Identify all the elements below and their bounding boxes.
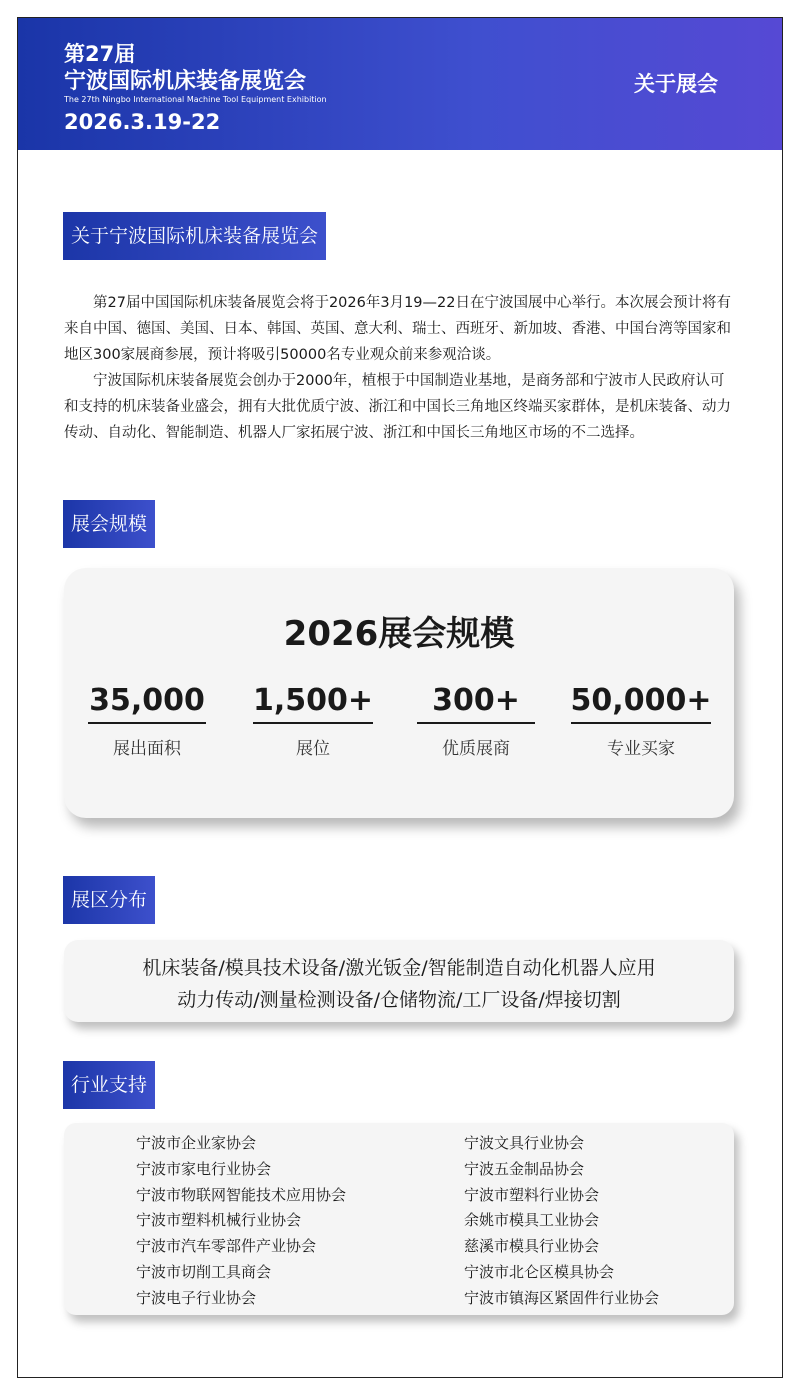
support-card: [64, 1123, 734, 1315]
edition-label: 第27届: [64, 42, 136, 66]
exhibition-date: 2026.3.19-22: [64, 110, 221, 134]
zones-heading: 展区分布: [63, 876, 155, 924]
association-item: 宁波市企业家协会: [136, 1134, 257, 1152]
stat-label: 优质展商: [442, 739, 510, 759]
stat-buyers: [566, 683, 716, 759]
stat-label: 展出面积: [113, 739, 181, 759]
about-paragraph: 第27届中国国际机床装备展览会将于2026年3月19—22日在宁波国展中心举行。本次展会预计将有来自中国、德国、美国、日本、韩国、英国、意大利、瑞士、西班牙、新加坡、香港、中国台湾等国家和地区300家展商参展，预计将吸引50000名专业观众前来参观洽谈。: [64, 295, 731, 363]
association-item: 宁波市物联网智能技术应用协会: [136, 1185, 347, 1204]
association-item: 宁波电子行业协会: [136, 1288, 257, 1307]
zones-line: 动力传动/测量检测设备/仓储物流/工厂设备/焊接切割: [177, 989, 621, 1011]
association-item: 慈溪市模具行业协会: [464, 1237, 600, 1256]
stat-value: 35,000: [88, 683, 206, 724]
stat-label: 展位: [296, 739, 330, 759]
scale-card: [64, 568, 734, 818]
stat-value: 1,500+: [253, 683, 373, 724]
about-heading: 关于宁波国际机床装备展览会: [63, 212, 326, 260]
stat-exhibitors: [401, 683, 551, 759]
zones-list: [64, 952, 734, 1016]
support-list-left: [136, 1131, 346, 1312]
page-header: [18, 18, 782, 150]
zones-line: 机床装备/模具技术设备/激光钣金/智能制造自动化机器人应用: [142, 957, 656, 979]
exhibition-title: 宁波国际机床装备展览会: [64, 69, 307, 94]
support-heading: 行业支持: [63, 1061, 155, 1109]
association-item: 宁波五金制品协会: [464, 1159, 585, 1178]
association-item: 宁波市镇海区紧固件行业协会: [464, 1288, 660, 1307]
nav-about-link[interactable]: 关于展会: [634, 72, 718, 96]
stat-area: [72, 683, 222, 759]
association-item: 宁波文具行业协会: [464, 1134, 585, 1152]
about-paragraph: 宁波国际机床装备展览会创办于2000年，植根于中国制造业基地，是商务部和宁波市人民政府认可和支持的机床装备业盛会，拥有大批优质宁波、浙江和中国长三角地区终端买家群体，是机床装备、动力传动、自动化、智能制造、机器人厂家拓展宁波、浙江和中国长三角地区市场的不二选择。: [64, 373, 731, 441]
scale-card-title: 2026展会规模: [283, 614, 515, 654]
support-list-right: [464, 1131, 659, 1312]
association-item: 宁波市切削工具商会: [136, 1262, 272, 1281]
association-item: 宁波市汽车零部件产业协会: [136, 1237, 317, 1256]
exhibition-title-en: The 27th Ningbo International Machine Tool Equipment Exhibition: [64, 95, 327, 104]
zones-card: [64, 940, 734, 1022]
page-frame: [17, 17, 783, 1378]
association-item: 宁波市塑料机械行业协会: [136, 1211, 302, 1230]
association-item: 宁波市家电行业协会: [136, 1159, 272, 1178]
association-item: 宁波市北仑区模具协会: [464, 1262, 615, 1281]
stat-label: 专业买家: [607, 739, 675, 759]
stat-booths: [238, 683, 388, 759]
stat-value: 50,000+: [571, 683, 712, 724]
association-item: 宁波市塑料行业协会: [464, 1185, 600, 1204]
association-item: 余姚市模具工业协会: [464, 1211, 600, 1230]
stat-value: 300+: [417, 683, 535, 724]
about-text: [64, 290, 734, 446]
scale-heading: 展会规模: [63, 500, 155, 548]
